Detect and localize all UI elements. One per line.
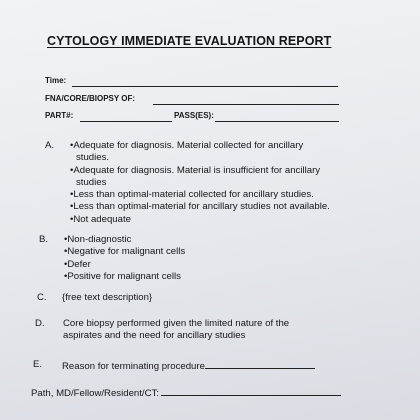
option-adequate-collected-cont: studies. (76, 152, 110, 164)
option-defer: •Defer (64, 258, 91, 270)
option-adequate-insufficient-cont: studies (76, 176, 107, 188)
passes-label: PASS(ES): (174, 111, 214, 120)
part-label: PART#: (45, 111, 74, 120)
option-less-optimal-unavailable: •Less than optimal-material for ancillary studies not available. (70, 201, 330, 213)
report-title: CYTOLOGY IMMEDIATE EVALUATION REPORT (47, 34, 332, 48)
option-adequate-collected: •Adequate for diagnosis. Material collected for ancillary (70, 140, 304, 151)
passes-underline (215, 121, 339, 122)
signature-label: Path, MD/Fellow/Resident/CT: (31, 388, 159, 399)
fna-core-biopsy-label: FNA/CORE/BIOPSY OF: (45, 94, 136, 103)
time-underline (72, 86, 338, 87)
signature-line (161, 386, 341, 396)
option-not-adequate: •Not adequate (70, 213, 131, 225)
option-negative-malignant: •Negative for malignant cells (64, 246, 186, 258)
core-biopsy-line-1: Core biopsy performed given the limited nature of the (63, 318, 290, 329)
option-less-optimal-collected: •Less than optimal-material collected for ancillary studies. (70, 189, 314, 201)
section-b-letter: B. (39, 234, 49, 245)
section-e-letter: E. (33, 359, 43, 370)
section-d-letter: D. (35, 318, 45, 329)
option-positive-malignant: •Positive for malignant cells (64, 270, 181, 282)
core-biopsy-line-2: aspirates and the need for ancillary studies (63, 330, 246, 342)
time-label: Time: (45, 76, 67, 85)
fna-underline (153, 104, 339, 105)
free-text-description: {free text description} (62, 292, 153, 303)
section-a-letter: A. (45, 140, 55, 151)
signature-row (31, 386, 420, 400)
option-non-diagnostic: •Non-diagnostic (64, 234, 132, 245)
section-c-letter: C. (37, 292, 47, 303)
part-underline (80, 121, 172, 122)
option-adequate-insufficient: •Adequate for diagnosis. Material is insufficient for ancillary (70, 164, 321, 176)
terminate-reason-line (205, 359, 315, 369)
terminate-reason-label: Reason for terminating procedure (62, 361, 205, 372)
